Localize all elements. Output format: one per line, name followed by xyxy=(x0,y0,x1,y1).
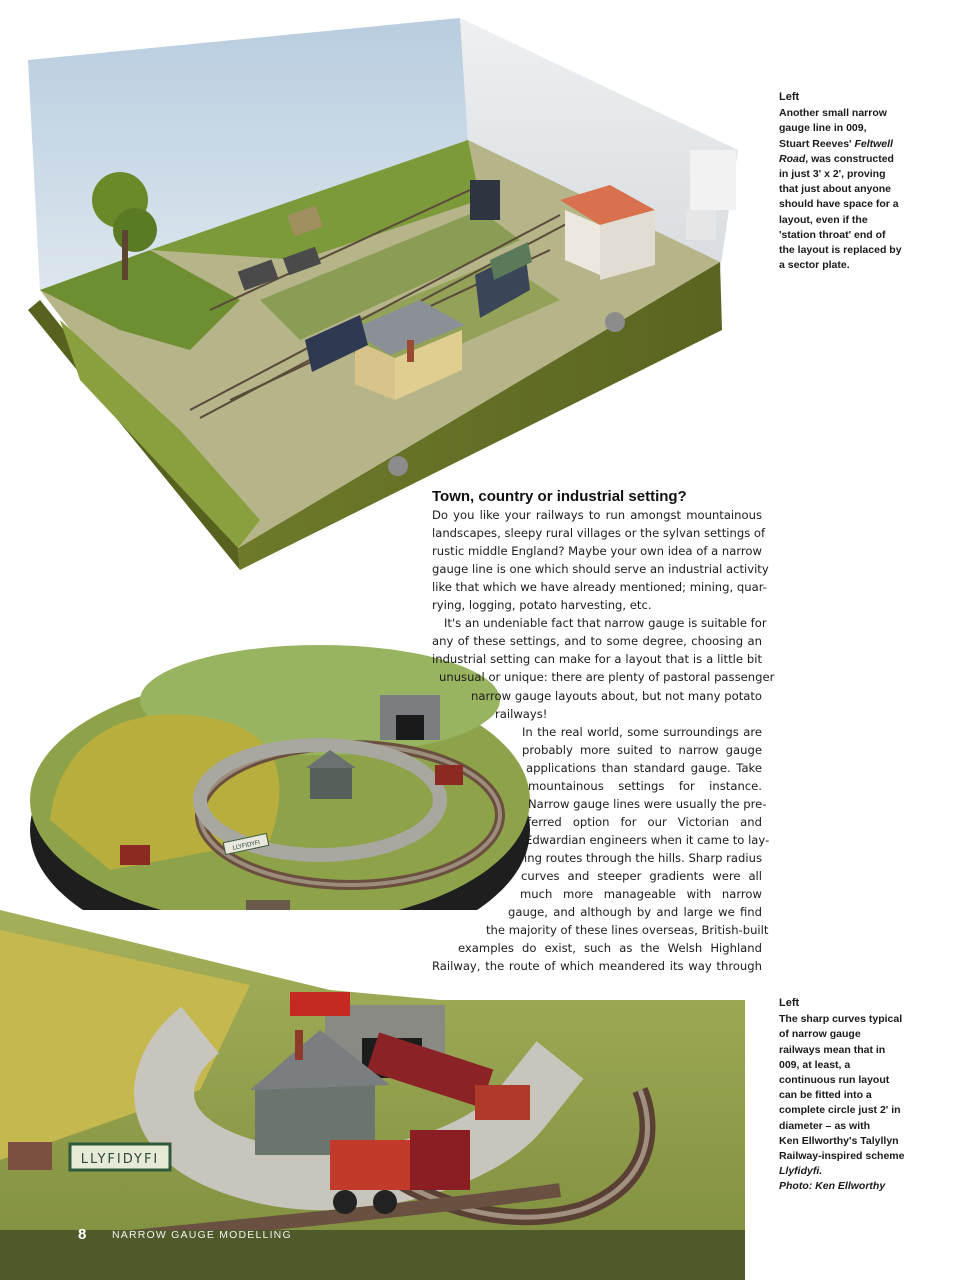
article-line: It's an undeniable fact that narrow gauge is suitable for xyxy=(444,616,767,631)
caption-line: layout, even if the xyxy=(779,213,868,226)
article-line: railways! xyxy=(495,706,548,721)
station-nameboard xyxy=(70,1144,170,1170)
caption-line: Another small narrow xyxy=(779,107,887,120)
article-line: ferred option for our Victorian and xyxy=(527,814,762,829)
caption-line: continuous run layout xyxy=(779,1074,890,1087)
caption-line: Railway-inspired scheme xyxy=(779,1150,905,1163)
article-line: gauge line is one which should serve an industrial activity xyxy=(432,562,769,577)
caption-heading: Left xyxy=(779,997,800,1009)
article-line: industrial setting can make for a layout that is a little bit xyxy=(432,652,762,667)
caption-line: Llyfidyfi. xyxy=(779,1165,823,1178)
article-line: curves and steeper gradients were all xyxy=(521,869,762,883)
photo-caption-llyfidyfi xyxy=(779,996,919,1195)
feltwell-road-layout-photo xyxy=(0,0,766,570)
station-nameboard-text: LLYFIDYFI xyxy=(231,839,261,852)
article-line: Railway, the route of which meandered its way through xyxy=(432,959,762,974)
article-line: much more manageable with narrow xyxy=(520,887,762,902)
caption-line: Road, was constructed xyxy=(779,152,894,165)
article-line: applications than standard gauge. Take xyxy=(526,760,762,775)
article-line: gauge, and although by and large we find xyxy=(508,905,762,920)
caption-line: should have space for a xyxy=(779,198,899,211)
article-line: Do you like your railways to run amongst mountainous xyxy=(432,508,762,522)
article-line: any of these settings, and to some degree, choosing an xyxy=(432,634,762,649)
caption-line: that just about anyone xyxy=(779,183,892,196)
caption-line: 009, at least, a xyxy=(779,1058,851,1071)
article-line: Narrow gauge lines were usually the pre- xyxy=(528,796,767,811)
article-heading: Town, country or industrial setting? xyxy=(432,488,687,505)
station-nameboard-text: LLYFIDYFI xyxy=(80,1152,160,1167)
article-line: In the real world, some surroundings are xyxy=(522,724,762,739)
page-number: 8 xyxy=(78,1226,87,1243)
caption-line: Ken Ellworthy's Talyllyn xyxy=(779,1134,899,1147)
caption-line: Stuart Reeves' Feltwell xyxy=(779,137,893,150)
article-line: the majority of these lines overseas, British-built xyxy=(486,923,769,938)
article-line: rying, logging, potato harvesting, etc. xyxy=(432,598,652,613)
caption-line: Photo: Ken Ellworthy xyxy=(779,1180,886,1193)
caption-line: gauge line in 009, xyxy=(779,122,867,135)
caption-line: diameter – as with xyxy=(779,1119,871,1132)
caption-line: in just 3' x 2', proving xyxy=(779,168,886,181)
caption-line: complete circle just 2' in xyxy=(779,1104,901,1117)
article-line: ing routes through the hills. Sharp radius xyxy=(524,850,762,865)
caption-line: can be fitted into a xyxy=(779,1089,872,1102)
caption-line: The sharp curves typical xyxy=(779,1013,903,1026)
article-line: landscapes, sleepy rural villages or the sylvan settings of xyxy=(432,526,766,541)
caption-heading: Left xyxy=(779,91,800,103)
running-title: NARROW GAUGE MODELLING xyxy=(112,1229,292,1241)
article-line: Edwardian engineers when it came to lay- xyxy=(525,832,770,847)
article-line: probably more suited to narrow gauge xyxy=(522,742,762,757)
caption-line: a sector plate. xyxy=(779,259,850,272)
article-line: rustic middle England? Maybe your own idea of a narrow xyxy=(432,544,762,559)
caption-line: 'station throat' end of xyxy=(779,228,886,241)
photo-caption-feltwell-road xyxy=(779,90,919,273)
article-line: unusual or unique: there are plenty of pastoral passenger xyxy=(439,670,775,685)
article-line: like that which we have already mentioned; mining, quar- xyxy=(432,580,767,595)
caption-line: the layout is replaced by xyxy=(779,244,902,257)
caption-line: of narrow gauge xyxy=(779,1028,861,1041)
article-line: narrow gauge layouts about, but not many potato xyxy=(471,688,762,703)
article-line: mountainous settings for instance. xyxy=(528,778,762,793)
article-line: examples do exist, such as the Welsh Highland xyxy=(458,941,762,956)
caption-line: railways mean that in xyxy=(779,1043,886,1056)
